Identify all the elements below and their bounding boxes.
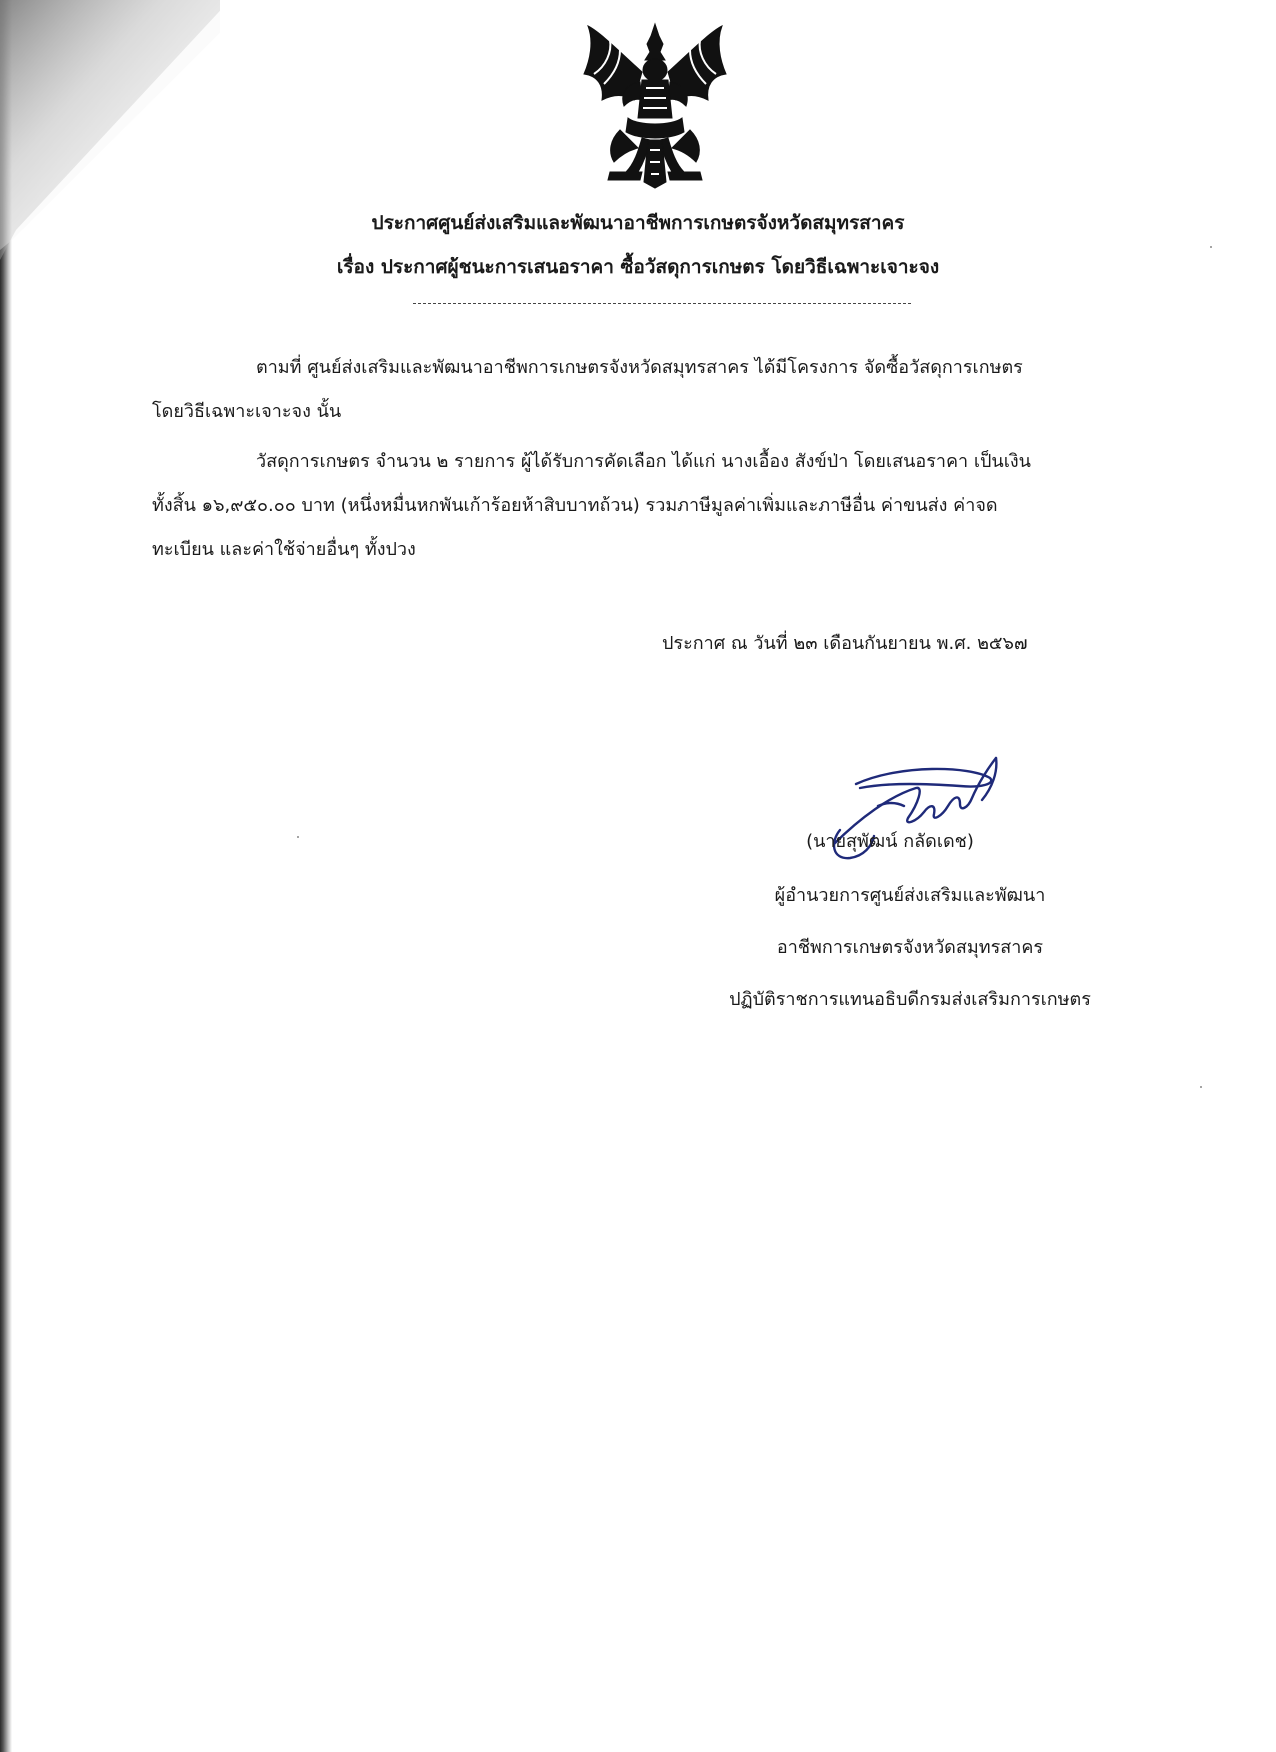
paragraph2-line1: วัสดุการเกษตร จำนวน ๒ รายการ ผู้ได้รับการคัดเลือก ได้แก่ นางเอื้อง สังข์ป่า โดยเสนอราคา เป็นเงิน (256, 451, 1031, 472)
paragraph1-line1: ตามที่ ศูนย์ส่งเสริมและพัฒนาอาชีพการเกษตรจังหวัดสมุทรสาคร ได้มีโครงการ จัดซื้อวัสดุการเกษตร (256, 357, 1023, 378)
announcement-subject: เรื่อง ประกาศผู้ชนะการเสนอราคา ซื้อวัสดุการเกษตร โดยวิธีเฉพาะเจาะจง (336, 256, 940, 278)
signatory-position-line1: ผู้อำนวยการศูนย์ส่งเสริมและพัฒนา (774, 885, 1046, 906)
scan-speck (1200, 1086, 1202, 1088)
dashed-separator (413, 303, 911, 305)
garuda-emblem-icon (580, 22, 730, 190)
signatory-name: (นายสุพัฒน์ กลัดเดช) (806, 831, 974, 852)
paragraph2-line2: ทั้งสิ้น ๑๖,๙๕๐.๐๐ บาท (หนึ่งหมื่นหกพันเก้าร้อยห้าสิบบาทถ้วน) รวมภาษีมูลค่าเพิ่มและภาษีอื่น ค่าขนส่ง ค่าจด (152, 495, 998, 516)
announcement-date: ประกาศ ณ วันที่ ๒๓ เดือนกันยายน พ.ศ. ๒๕๖๗ (662, 633, 1028, 654)
scan-speck (1210, 246, 1212, 248)
scan-speck (297, 836, 299, 838)
paragraph1-line2: โดยวิธีเฉพาะเจาะจง นั้น (152, 401, 342, 422)
signatory-position-line2: อาชีพการเกษตรจังหวัดสมุทรสาคร (776, 937, 1044, 958)
announcement-title: ประกาศศูนย์ส่งเสริมและพัฒนาอาชีพการเกษตรจังหวัดสมุทรสาคร (371, 212, 905, 234)
signatory-position-line3: ปฏิบัติราชการแทนอธิบดีกรมส่งเสริมการเกษตร (729, 989, 1091, 1010)
paragraph2-line3: ทะเบียน และค่าใช้จ่ายอื่นๆ ทั้งปวง (152, 539, 416, 560)
